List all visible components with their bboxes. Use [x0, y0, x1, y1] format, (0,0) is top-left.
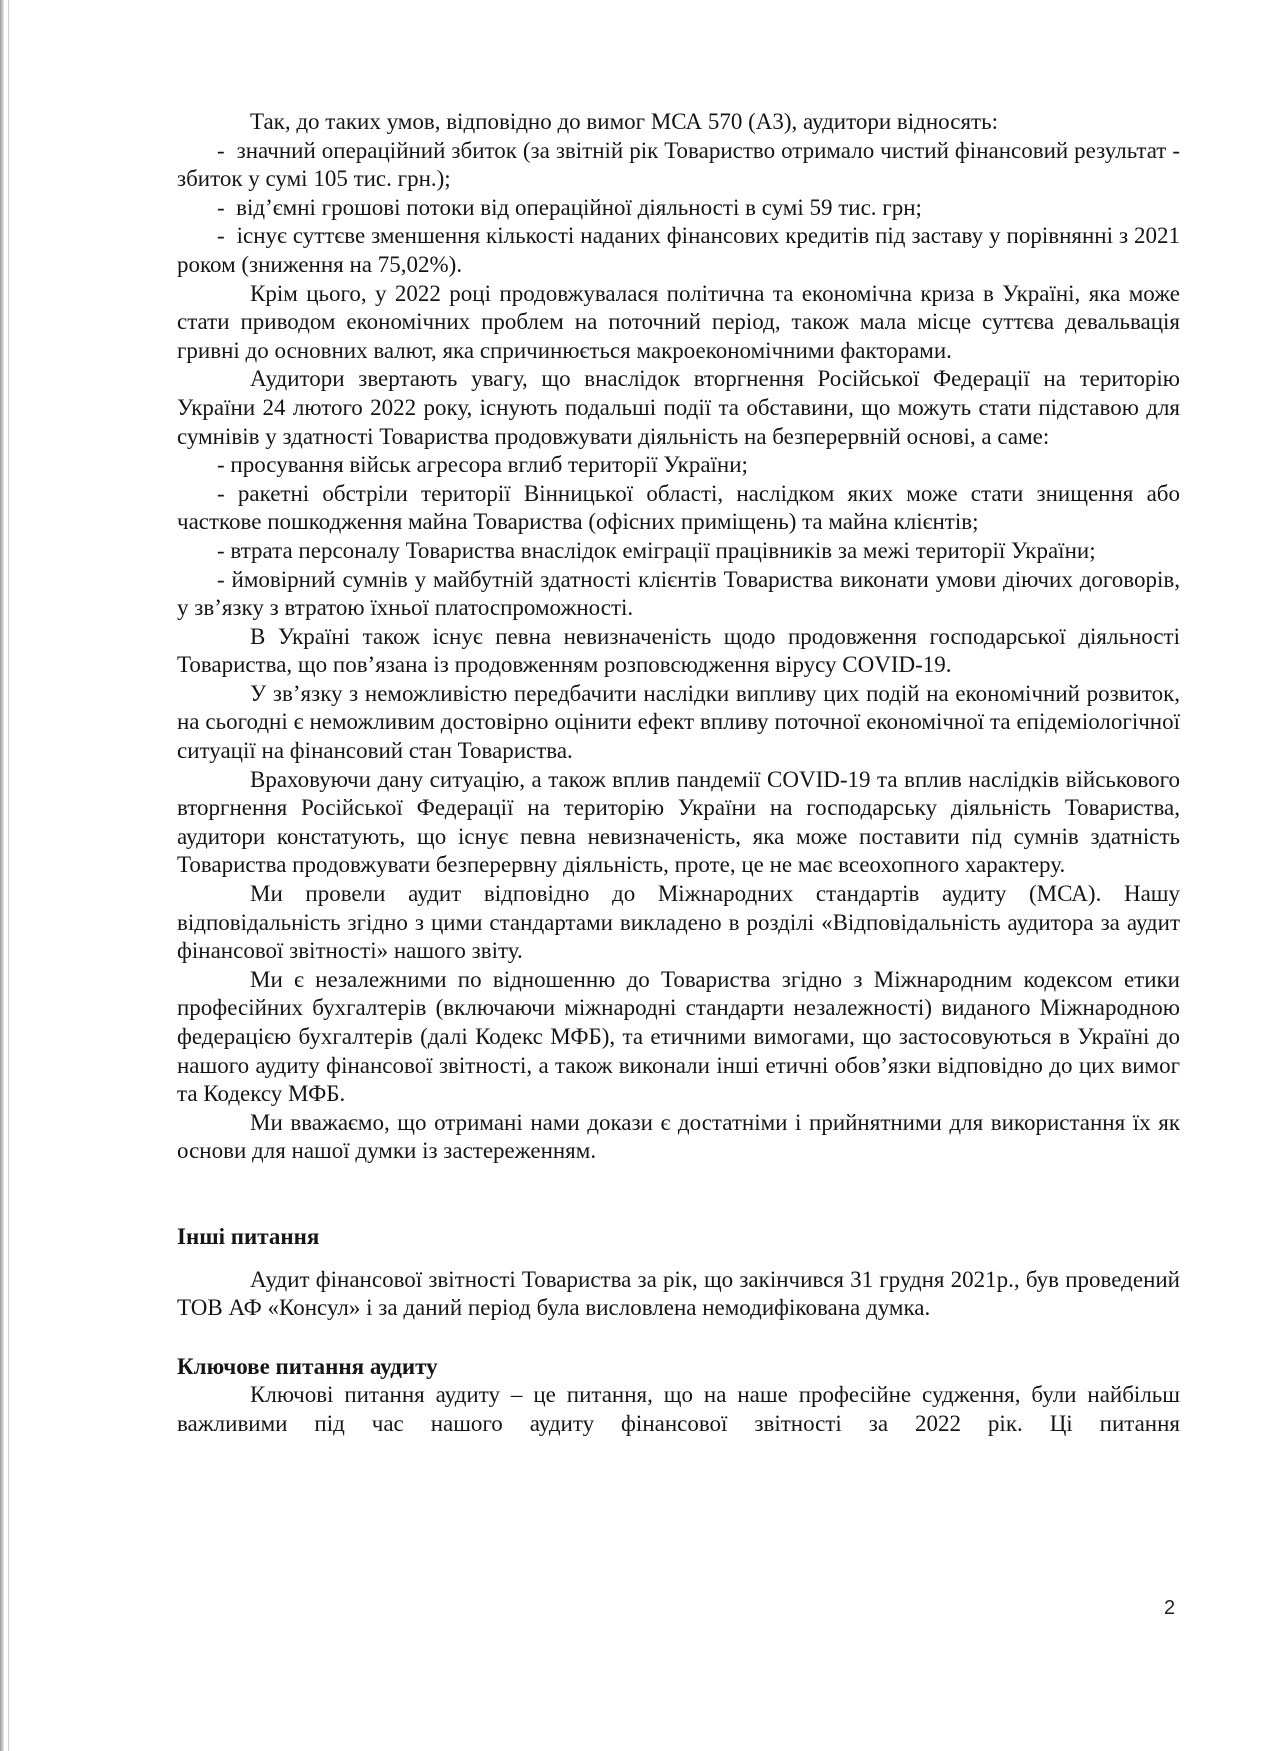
- list-item-paragraph: - ймовірний сумнів у майбутній здатності клієнтів Товариства виконати умови діючих договорів, у зв’язку з втратою їхньої платоспроможності.: [177, 566, 1180, 621]
- list-item-paragraph: - існує суттєве зменшення кількості наданих фінансових кредитів під заставу у порівнянні з 2021 роком (зниження на 75,02%).: [177, 223, 1180, 277]
- section-spacer: [177, 1166, 1180, 1223]
- list-item-paragraph: - ракетні обстріли території Вінницької області, наслідком яких може стати знищення або часткове пошкодження майна Товариства (офісних приміщень) та майна клієнтів;: [177, 480, 1180, 535]
- body-paragraph: Ми провели аудит відповідно до Міжнародних стандартів аудиту (МСА). Нашу відповідальність згідно з цими стандартами викладено в розділі «Відповідальність аудитора за аудит фінансової звітності» нашого звіту.: [177, 881, 1180, 964]
- scan-edge-line: [8, 0, 9, 1751]
- paragraph-key-audit-matter: Ключові питання аудиту – це питання, що на наше професійне судження, були найбільш важливими під час нашого аудиту фінансової звітності за 2022 рік. Ці питання: [177, 1382, 1180, 1436]
- list-item-paragraph: - просування військ агресора вглиб території України;: [217, 452, 748, 478]
- list-item-paragraph: - від’ємні грошові потоки від операційної діяльності в сумі 59 тис. грн;: [217, 194, 922, 220]
- audit-paragraphs: [177, 108, 1180, 1166]
- body-paragraph: Враховуючи дану ситуацію, а також вплив пандемії COVID-19 та вплив наслідків військового вторгнення Російської Федерації на територію України на господарську діяльність Товариства, аудитори констатують, що існує певна невизначеність, яка може поставити під сумнів здатність Товариства продовжувати безперервну діяльність, проте, це не має всеохопного характеру.: [177, 766, 1180, 878]
- body-paragraph: Так, до таких умов, відповідно до вимог МСА 570 (А3), аудитори відносять:: [250, 109, 998, 134]
- scan-edge: [0, 0, 4, 1751]
- body-paragraph: В Україні також існує певна невизначеність щодо продовження господарської діяльності Товариства, що пов’язана із продовженням розповсюдження вірусу COVID-19.: [177, 623, 1180, 678]
- paragraph-other-matters: Аудит фінансової звітності Товариства за рік, що закінчився 31 грудня 2021р., був проведений ТОВ АФ «Консул» і за даний період була висловлена немодифікована думка.: [177, 1266, 1180, 1321]
- body-paragraph: Ми є незалежними по відношенню до Товариства згідно з Міжнародним кодексом етики професійних бухгалтерів (включаючи міжнародні стандарти незалежності) виданого Міжнародною федерацією бухгалтерів (далі Кодекс МФБ), та етичними вимогами, що застосовуються в Україні до нашого аудиту фінансової звітності, а також виконали інші етичні обов’язки відповідно до цих вимог та Кодексу МФБ.: [177, 966, 1180, 1107]
- body-paragraph: Ми вважаємо, що отримані нами докази є достатніми і прийнятними для використання їх як основи для нашої думки із застереженням.: [177, 1109, 1180, 1164]
- list-item-paragraph: - значний операційний збиток (за звітній рік Товариство отримало чистий фінансовий результат - збиток у сумі 105 тис. грн.);: [177, 137, 1180, 192]
- body-paragraph: Крім цього, у 2022 році продовжувалася політична та економічна криза в Україні, яка може стати приводом економічних проблем на поточний період, також мала місце суттєва девальвація гривні до основних валют, яка спричинюється макроекономічними факторами.: [177, 280, 1180, 363]
- list-item-paragraph: - втрата персоналу Товариства внаслідок еміграції працівників за межі території України;: [217, 537, 1096, 563]
- body-paragraph: Аудитори звертають увагу, що внаслідок вторгнення Російської Федерації на територію України 24 лютого 2022 року, існують подальші події та обставини, що можуть стати підставою для сумнівів у здатності Товариства продовжувати діяльність на безперервній основі, а саме:: [177, 366, 1180, 449]
- section-heading-other-matters: Інші питання: [177, 1223, 320, 1249]
- section-spacer: [177, 1323, 1180, 1353]
- body-paragraph: У зв’язку з неможливістю передбачити наслідки випливу цих подій на економічний розвиток, на сьогодні є неможливим достовірно оцінити ефект впливу поточної економічної та епідеміологічної ситуації на фінансовий стан Товариства.: [177, 680, 1180, 764]
- section-key-audit-matter: [177, 1353, 1180, 1439]
- section-heading-key-audit-matter: Ключове питання аудиту: [177, 1353, 438, 1379]
- section-other-matters: [177, 1223, 1180, 1323]
- document-page: [177, 108, 1180, 1439]
- page-number: 2: [1164, 1597, 1176, 1619]
